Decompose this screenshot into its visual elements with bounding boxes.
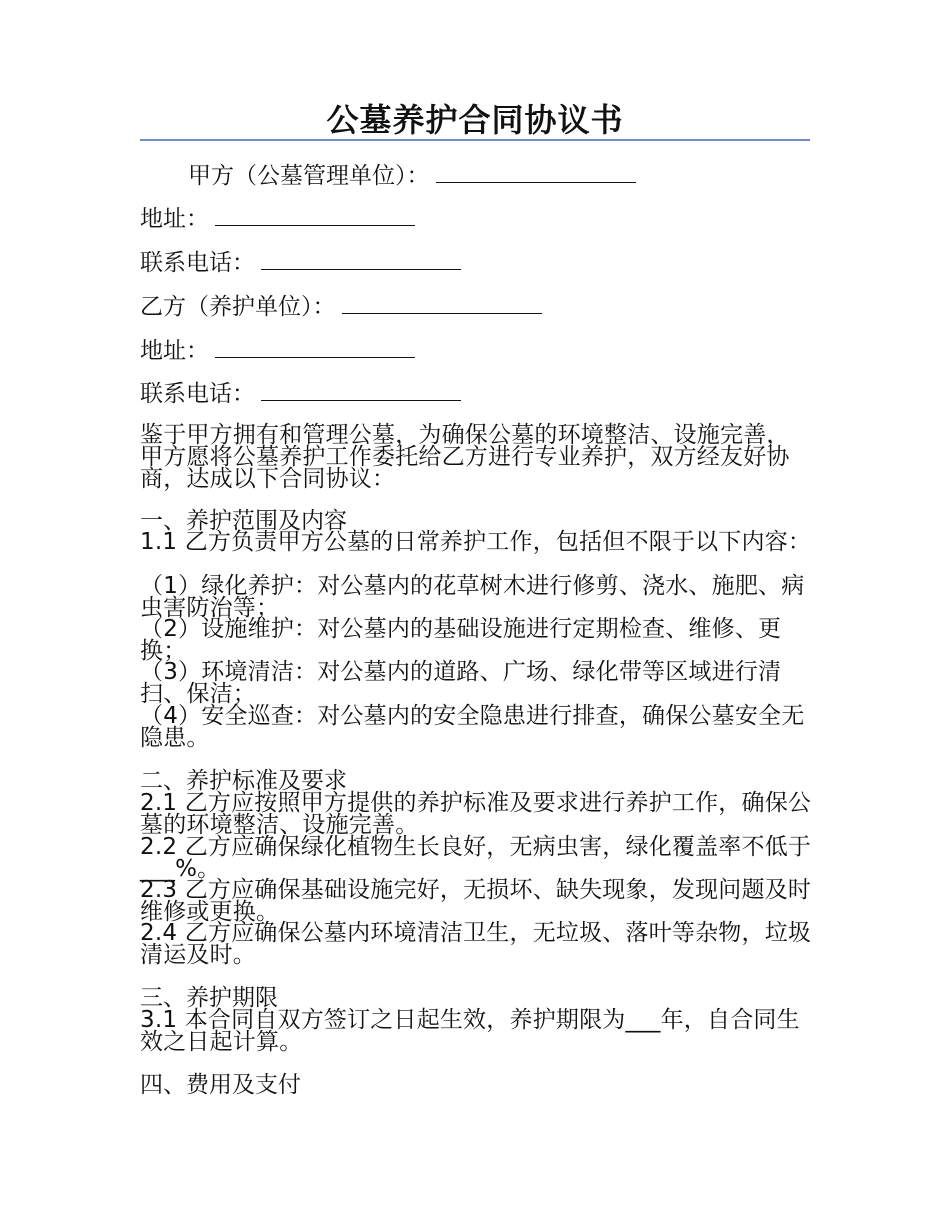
clause: 2.1 乙方应按照甲方提供的养护标准及要求进行养护工作，确保公墓的环境整洁、设施完善。 [140, 790, 812, 838]
section-heading: 一、养护范围及内容 [140, 508, 347, 534]
intro-paragraph: 鉴于甲方拥有和管理公墓，为确保公墓的环境整洁、设施完善，甲方愿将公墓养护工作委托给乙方进行专业养护，双方经友好协商，达成以下合同协议： [140, 422, 790, 492]
party-b-phone-line [140, 378, 461, 407]
clause: （4）安全巡查：对公墓内的安全隐患进行排查，确保公墓安全无隐患。 [140, 703, 805, 751]
party-b-phone-blank [261, 378, 461, 401]
party-a-phone-line [140, 247, 461, 276]
party-a-phone-label: 联系电话： [140, 250, 255, 276]
section-heading: 四、费用及支付 [140, 1072, 301, 1098]
party-b-address-label: 地址： [140, 338, 209, 364]
clause: 2.2 乙方应确保绿化植物生长良好，无病虫害，绿化覆盖率不低于___%。 [140, 834, 812, 882]
party-a-label: 甲方（公墓管理单位）： [188, 163, 430, 189]
document-title: 公墓养护合同协议书 [326, 101, 624, 139]
party-a-blank [436, 160, 636, 183]
clause: （1）绿化养护：对公墓内的花草树木进行修剪、浇水、施肥、病虫害防治等； [140, 573, 805, 621]
section-heading: 二、养护标准及要求 [140, 768, 347, 794]
party-b-address-line [140, 335, 415, 364]
clause: 3.1 本合同自双方签订之日起生效，养护期限为___年，自合同生效之日起计算。 [140, 1007, 800, 1055]
party-a-address-blank [215, 203, 415, 226]
party-b-address-blank [215, 335, 415, 358]
party-b-label: 乙方（养护单位）： [140, 294, 336, 320]
party-b-line [140, 291, 542, 320]
clause: （3）环境清洁：对公墓内的道路、广场、绿化带等区域进行清扫、保洁； [140, 659, 782, 707]
party-a-phone-blank [261, 247, 461, 270]
party-a-address-label: 地址： [140, 206, 209, 232]
clause: 2.3 乙方应确保基础设施完好，无损坏、缺失现象，发现问题及时维修或更换。 [140, 877, 812, 925]
title-underline [140, 139, 810, 141]
clause: 1.1 乙方负责甲方公墓的日常养护工作，包括但不限于以下内容： [140, 529, 812, 555]
clause: 2.4 乙方应确保公墓内环境清洁卫生，无垃圾、落叶等杂物，垃圾清运及时。 [140, 920, 812, 968]
party-b-phone-label: 联系电话： [140, 381, 255, 407]
clause: （2）设施维护：对公墓内的基础设施进行定期检查、维修、更换； [140, 616, 782, 664]
party-a-line [188, 160, 636, 189]
party-b-blank [342, 291, 542, 314]
section-heading: 三、养护期限 [140, 985, 278, 1011]
party-a-address-line [140, 203, 415, 232]
